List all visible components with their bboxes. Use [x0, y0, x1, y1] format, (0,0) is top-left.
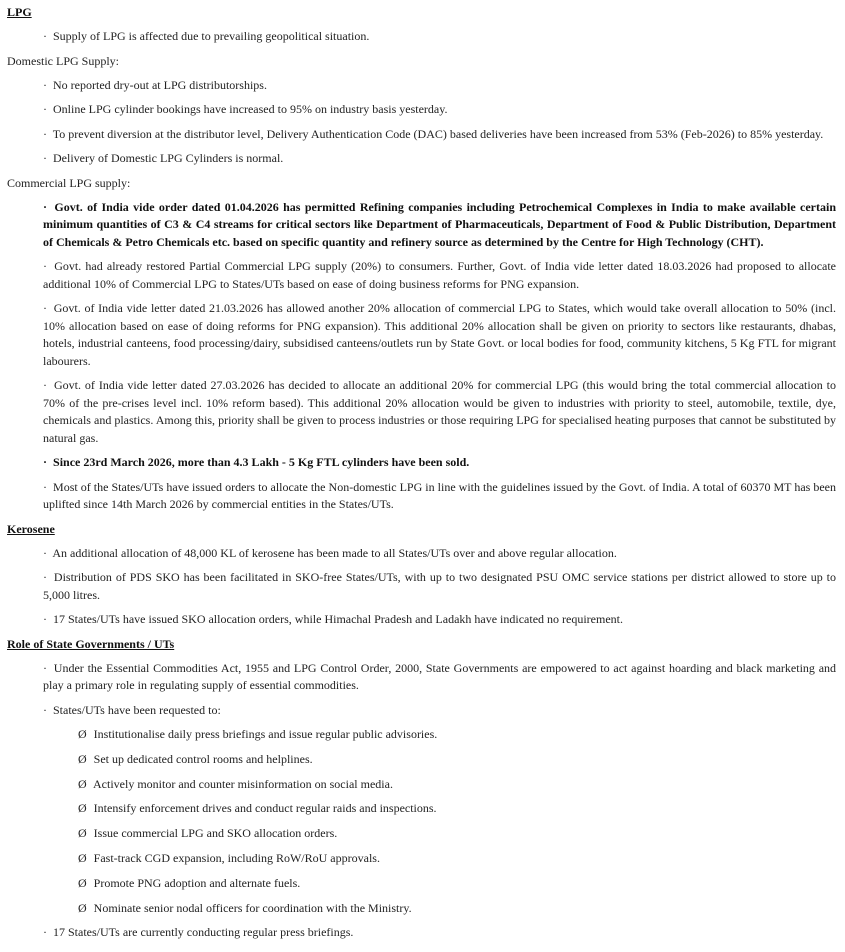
paragraph-text: 17 States/UTs have issued SKO allocation orders, while Himachal Pradesh and Ladakh have indicated no requirement.	[53, 612, 623, 626]
states-footer	[43, 924, 836, 942]
action-text: Promote PNG adoption and alternate fuels.	[93, 875, 301, 890]
action-item	[78, 875, 836, 891]
subheading-domestic-lpg: Domestic LPG Supply:	[7, 53, 120, 68]
paragraph-text: States/UTs have been requested to:	[53, 702, 221, 717]
action-item	[78, 900, 836, 916]
commercial-item	[43, 454, 836, 472]
paragraph-text: No reported dry-out at LPG distributorships.	[53, 77, 267, 92]
bullet-glyph: ·	[43, 570, 47, 584]
commercial-item	[43, 300, 836, 370]
paragraph-text: Govt. of India vide order dated 01.04.2026 has permitted Refining companies including Petrochemical Complexes in India to make available certain minimum quantities of C3 & C4 streams for critical sectors like Department of Pharmaceuticals, Department of Food & Public Distribution, Department of Chemicals & Petro Chemicals etc. based on specific quantity and refinery source as determined by the Centre for High Technology (CHT).	[43, 199, 836, 249]
paragraph-text: Since 23rd March 2026, more than 4.3 Lakh - 5 Kg FTL cylinders have been sold.	[53, 455, 470, 469]
section-heading-state-governments: Role of State Governments / UTs	[7, 636, 175, 651]
kerosene-item	[43, 569, 836, 604]
paragraph-text: Govt. of India vide letter dated 21.03.2026 has allowed another 20% allocation of commercial LPG to States, which would take overall allocation to 50% (incl. 10% allocation based on ease of doing reforms for PNG expansion). This additional 20% allocation shall be given on priority to sectors like restaurants, dhabas, hotels, industrial canteens, food processing/dairy, subsidised canteens/outlets run by State Govt. or local bodies for food, community kitchens, 5 Kg FTL for migrant labourers.	[43, 301, 836, 368]
bullet-glyph: ·	[43, 925, 47, 940]
action-item	[78, 850, 836, 866]
bullet-glyph: ·	[43, 660, 47, 675]
arrow-bullet-icon: Ø	[78, 801, 87, 816]
commercial-item	[43, 258, 836, 293]
arrow-bullet-icon: Ø	[78, 826, 87, 841]
paragraph-text: Govt. of India vide letter dated 27.03.2026 has decided to allocate an additional 20% for commercial LPG (this would bring the total commercial allocation to 70% of the pre-crises level incl. 10% reform based). This additional 20% allocation would be given to industries with priority to steel, automobile, textile, dye, chemicals and plastics. Among this, priority shall be given to process industries or those requiring LPG for specialised heating purposes that cannot be substituted by natural gas.	[43, 378, 837, 445]
bullet-glyph: ·	[43, 151, 47, 165]
action-text: Fast-track CGD expansion, including RoW/RoU approvals.	[93, 850, 380, 865]
arrow-bullet-icon: Ø	[78, 776, 87, 791]
states-requested	[43, 702, 836, 720]
bullet-glyph: ·	[43, 612, 47, 626]
action-text: Institutionalise daily press briefings and issue regular public advisories.	[93, 727, 438, 741]
bullet-glyph: ·	[43, 455, 48, 469]
arrow-bullet-icon: Ø	[78, 850, 87, 865]
action-text: Nominate senior nodal officers for coordination with the Ministry.	[93, 900, 412, 915]
states-intro	[43, 660, 836, 695]
action-item	[78, 776, 836, 792]
bullet-glyph: ·	[43, 702, 47, 717]
paragraph-text: 17 States/UTs are currently conducting regular press briefings.	[53, 925, 354, 940]
arrow-bullet-icon: Ø	[78, 751, 87, 766]
action-item	[78, 726, 836, 742]
section-heading-kerosene: Kerosene	[7, 521, 55, 536]
commercial-item	[43, 199, 836, 252]
bullet-glyph: ·	[43, 378, 47, 392]
domestic-item	[43, 77, 836, 95]
arrow-bullet-icon: Ø	[78, 875, 87, 890]
paragraph-text: An additional allocation of 48,000 KL of kerosene has been made to all States/UTs over and above regular allocation.	[52, 545, 617, 560]
paragraph-lpg-intro	[43, 28, 836, 46]
arrow-bullet-icon: Ø	[78, 727, 87, 741]
paragraph-text: Delivery of Domestic LPG Cylinders is normal.	[53, 151, 284, 165]
bullet-glyph: ·	[43, 102, 47, 116]
paragraph-text: To prevent diversion at the distributor level, Delivery Authentication Code (DAC) based deliveries have been increased from 53% (Feb-2026) to 85% yesterday.	[52, 126, 824, 141]
action-item	[78, 825, 836, 841]
commercial-item	[43, 479, 836, 514]
paragraph-text: Under the Essential Commodities Act, 1955 and LPG Control Order, 2000, State Governments are empowered to act against hoarding and black marketing and play a primary role in regulating supply of essential commodities.	[43, 660, 837, 692]
domestic-item	[43, 126, 836, 144]
paragraph-text: Online LPG cylinder bookings have increased to 95% on industry basis yesterday.	[53, 102, 448, 116]
action-item	[78, 751, 836, 767]
commercial-item	[43, 377, 836, 447]
bullet-glyph: ·	[43, 479, 47, 494]
subheading-commercial-lpg: Commercial LPG supply:	[7, 175, 131, 190]
bullet-glyph: ·	[43, 199, 48, 214]
action-text: Intensify enforcement drives and conduct regular raids and inspections.	[93, 801, 437, 816]
action-text: Issue commercial LPG and SKO allocation orders.	[93, 826, 338, 841]
bullet-glyph: ·	[43, 301, 47, 315]
domestic-item	[43, 150, 836, 168]
bullet-glyph: ·	[43, 259, 47, 273]
bullet-glyph: ·	[43, 545, 47, 560]
bullet-glyph: ·	[43, 126, 47, 141]
paragraph-text: Supply of LPG is affected due to prevailing geopolitical situation.	[53, 29, 370, 43]
action-item	[78, 800, 836, 816]
kerosene-item	[43, 545, 836, 563]
paragraph-text: Govt. had already restored Partial Commercial LPG supply (20%) to consumers. Further, Govt. of India vide letter dated 18.03.2026 had proposed to allocate additional 10% of Commercial LPG to States/UTs based on ease of doing business reforms for PNG expansion.	[43, 259, 837, 291]
document	[0, 4, 845, 942]
paragraph-text: Most of the States/UTs have issued orders to allocate the Non-domestic LPG in line with the guidelines issued by the Govt. of India. A total of 60370 MT has been uplifted since 14th March 2026 by commercial entities in the States/UTs.	[43, 479, 837, 511]
arrow-bullet-icon: Ø	[78, 900, 87, 915]
domestic-item	[43, 101, 836, 119]
bullet-glyph: ·	[43, 29, 47, 43]
action-text: Actively monitor and counter misinformation on social media.	[93, 776, 393, 791]
kerosene-item	[43, 611, 836, 629]
action-text: Set up dedicated control rooms and helplines.	[93, 751, 313, 766]
bullet-glyph: ·	[43, 77, 47, 92]
paragraph-text: Distribution of PDS SKO has been facilitated in SKO-free States/UTs, with up to two designated PSU OMC service stations per district allowed to store up to 5,000 litres.	[43, 570, 836, 602]
section-heading-lpg: LPG	[7, 5, 32, 19]
